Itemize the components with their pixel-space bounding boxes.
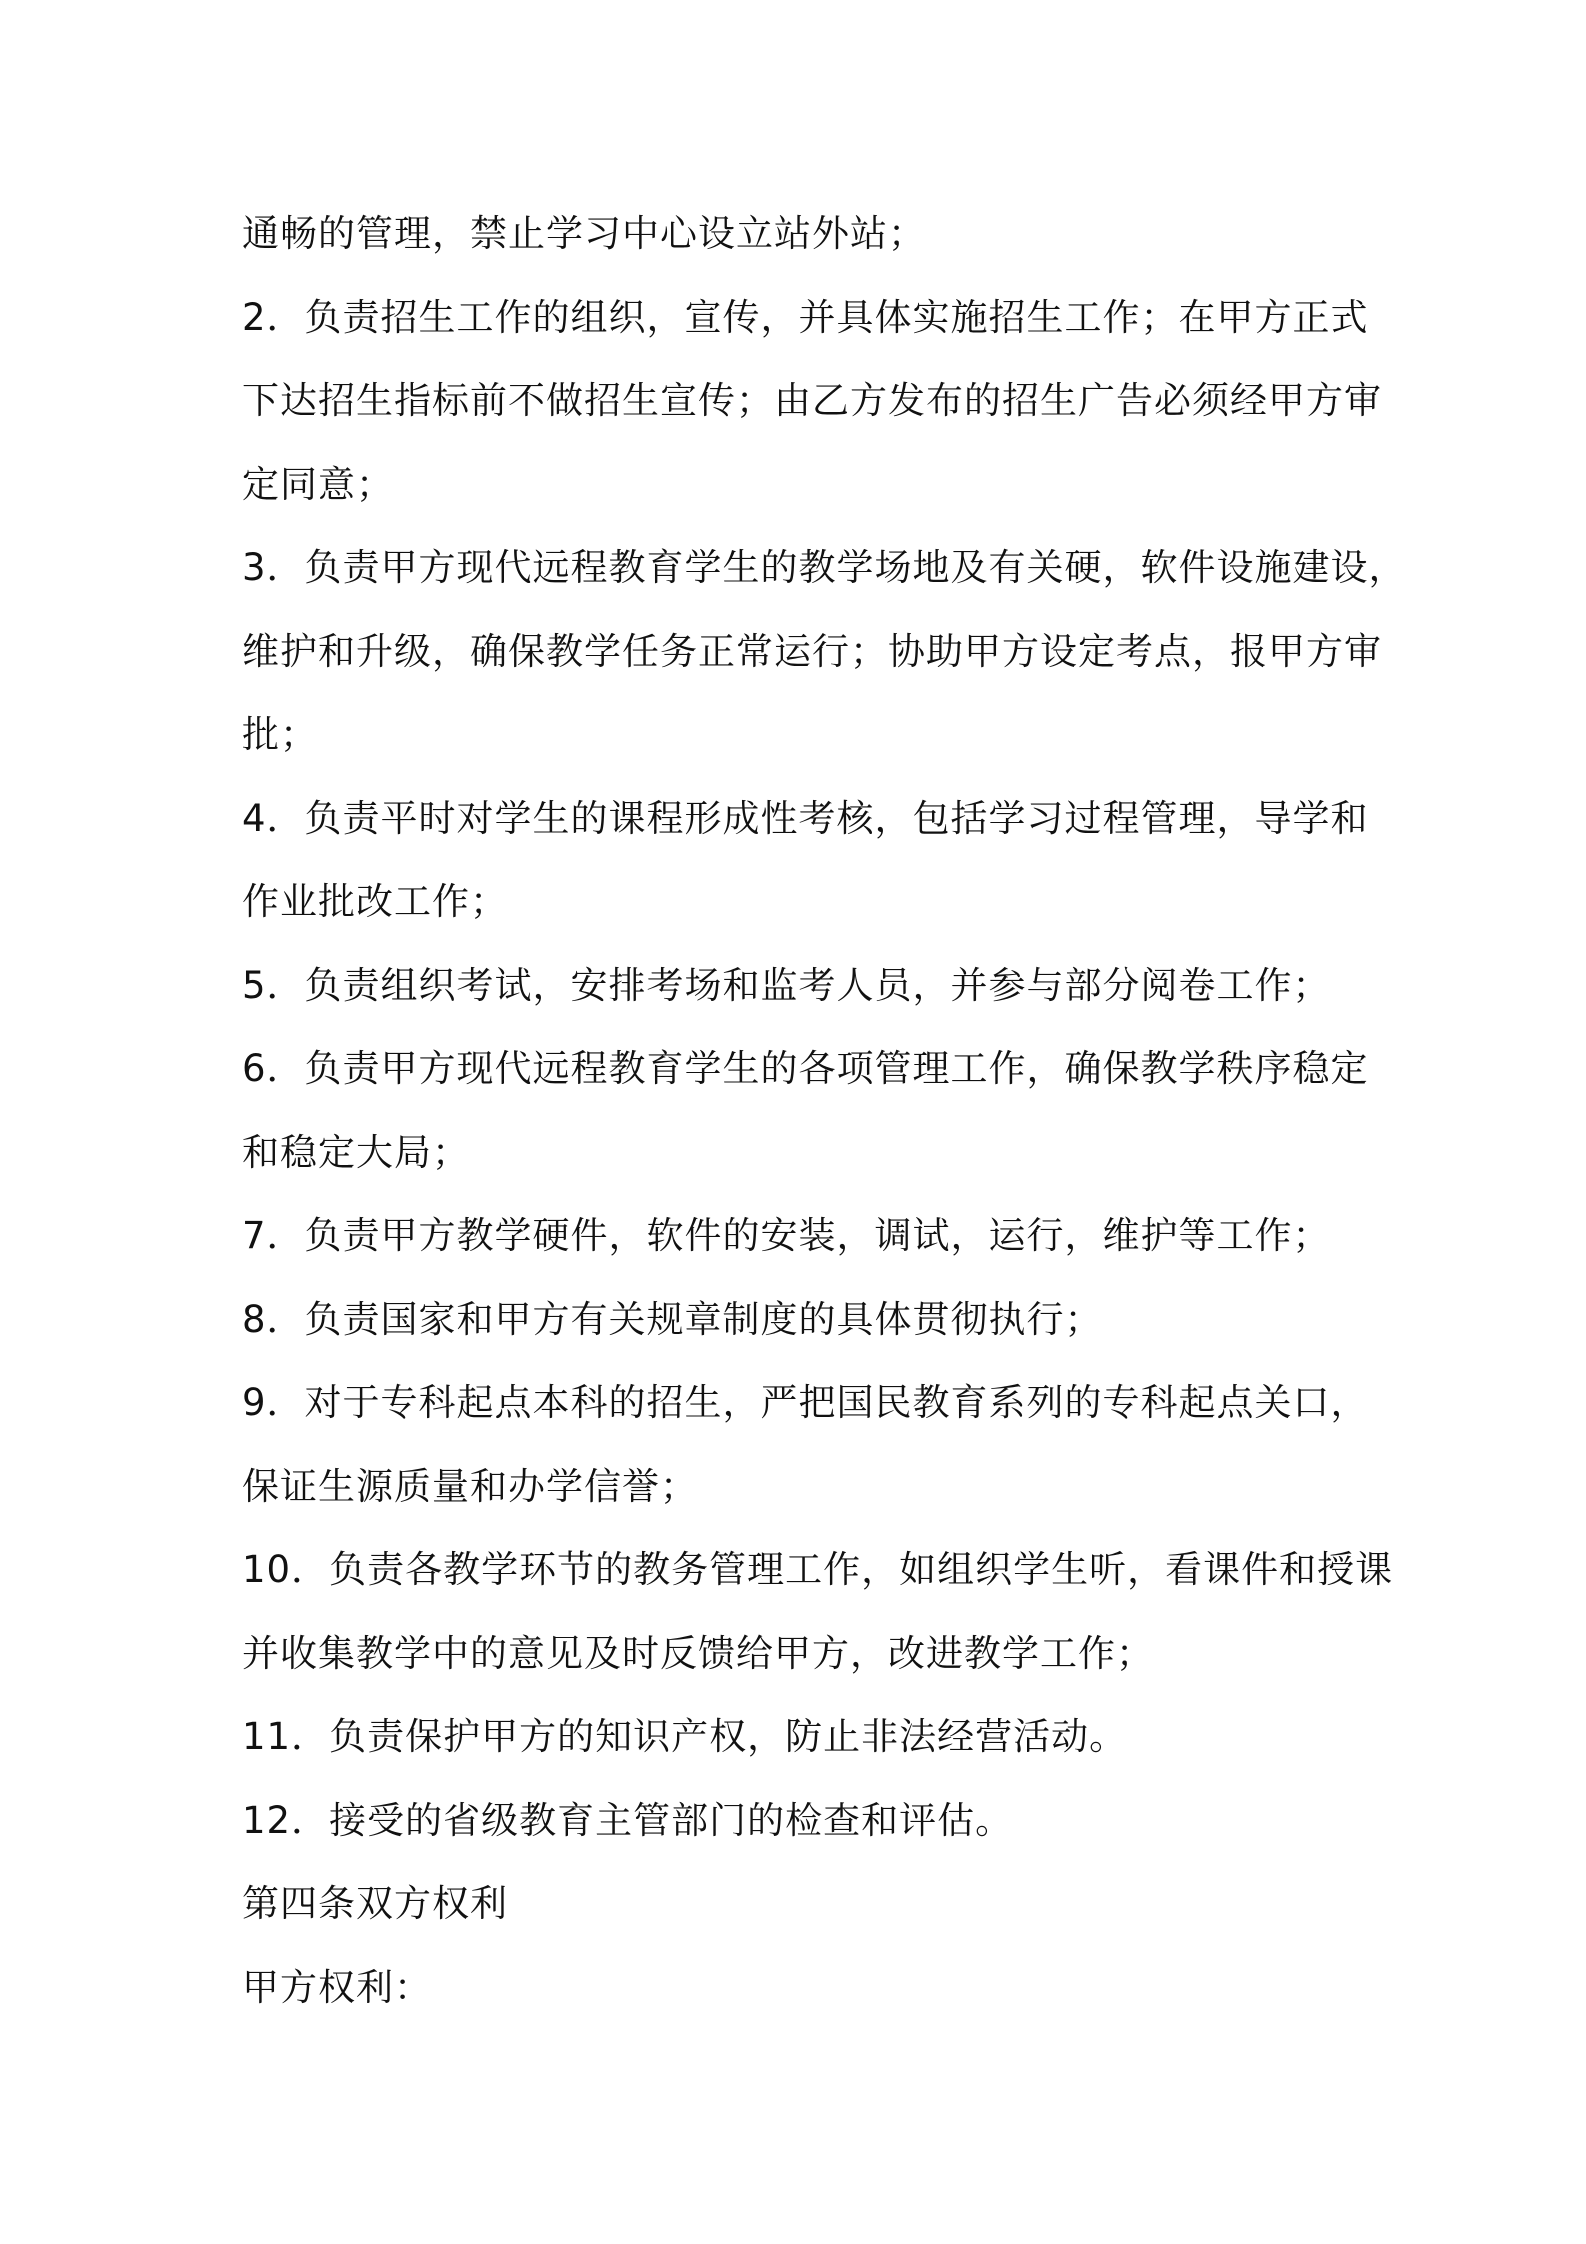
text-line: 6．负责甲方现代远程教育学生的各项管理工作，确保教学秩序稳定	[242, 1047, 1369, 1090]
text-line: 并收集教学中的意见及时反馈给甲方，改进教学工作；	[242, 1631, 1154, 1675]
text-line: 保证生源质量和办学信誉；	[242, 1464, 698, 1508]
text-line: 下达招生指标前不做招生宣传；由乙方发布的招生广告必须经甲方审	[242, 379, 1382, 422]
text-line: 3．负责甲方现代远程教育学生的教学场地及有关硬，软件设施建设，	[242, 546, 1407, 589]
text-line: 11．负责保护甲方的知识产权，防止非法经营活动。	[242, 1715, 1128, 1758]
text-line: 10．负责各教学环节的教务管理工作，如组织学生听，看课件和授课	[242, 1548, 1394, 1591]
section-heading: 第四条双方权利	[242, 1882, 508, 1925]
text-line: 8．负责国家和甲方有关规章制度的具体贯彻执行；	[242, 1297, 1103, 1341]
text-line: 定同意；	[242, 462, 394, 506]
text-line: 7．负责甲方教学硬件，软件的安装，调试，运行，维护等工作；	[242, 1214, 1331, 1257]
text-line: 9．对于专科起点本科的招生，严把国民教育系列的专科起点关口，	[242, 1381, 1369, 1424]
text-line: 5．负责组织考试，安排考场和监考人员，并参与部分阅卷工作；	[242, 963, 1331, 1007]
subsection-heading: 甲方权利：	[242, 1965, 432, 2009]
text-line: 批；	[242, 713, 318, 756]
text-line: 维护和升级，确保教学任务正常运行；协助甲方设定考点，报甲方审	[242, 629, 1382, 673]
text-line: 12．接受的省级教育主管部门的检查和评估。	[242, 1798, 1014, 1842]
text-line: 作业批改工作；	[242, 880, 508, 923]
text-line: 2．负责招生工作的组织，宣传，并具体实施招生工作；在甲方正式	[242, 295, 1369, 339]
text-line: 4．负责平时对学生的课程形成性考核，包括学习过程管理，导学和	[242, 796, 1369, 840]
text-line: 通畅的管理，禁止学习中心设立站外站；	[242, 212, 926, 255]
text-line: 和稳定大局；	[242, 1130, 470, 1174]
document-body	[242, 192, 1407, 2029]
